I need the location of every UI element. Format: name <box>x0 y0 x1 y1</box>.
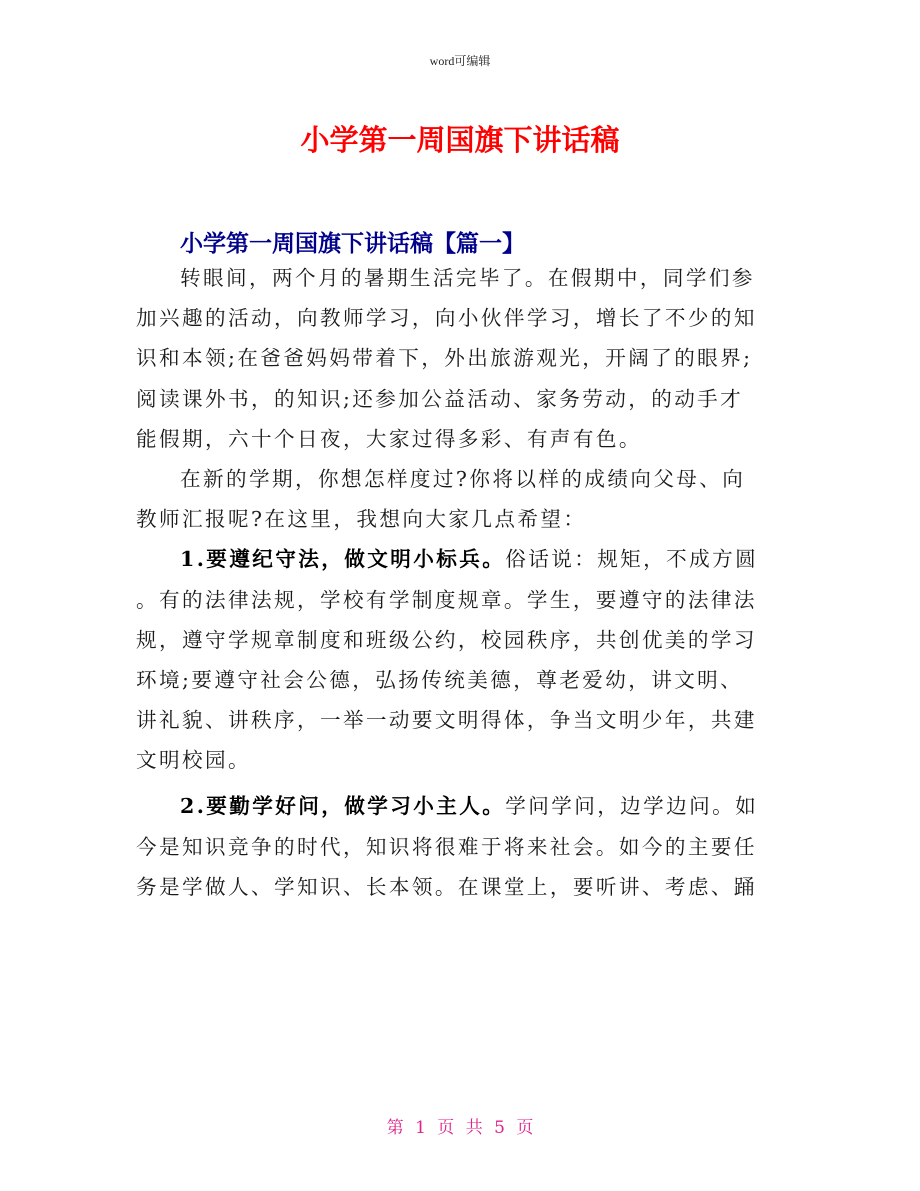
header-note: word可编辑 <box>429 54 491 68</box>
document-title: 小学第一周国旗下讲话稿 <box>300 123 620 157</box>
document-body <box>136 258 786 907</box>
paragraph-line: 环境;要遵守社会公德，弘扬传统美德，尊老爱幼，讲文明、 <box>136 667 744 692</box>
point-2-text: 学问学问，边学边问。如 <box>505 794 759 819</box>
paragraph-line: 在新的学期，你想怎样度过?你将以样的成绩向父母、向 <box>180 466 746 491</box>
paragraph-line: 讲礼貌、讲秩序，一举一动要文明得体，争当文明少年，共建 <box>136 708 757 733</box>
point-2-line <box>136 786 786 826</box>
paragraph-line: 教师汇报呢?在这里，我想向大家几点希望： <box>136 507 587 532</box>
paragraph-line: 务是学做人、学知识、长本领。在课堂上，要听讲、考虑、踊 <box>136 874 757 899</box>
point-1-heading: 1.要遵纪守法，做文明小标兵。 <box>180 547 506 572</box>
point-2-heading: 2.要勤学好问，做学习小主人。 <box>180 794 506 819</box>
paragraph-line: 能假期，六十个日夜，大家过得多彩、有声有色。 <box>136 426 642 451</box>
paragraph-line: 文明校园。 <box>136 748 251 773</box>
section-title: 小学第一周国旗下讲话稿【篇一】 <box>180 231 525 257</box>
paragraph-line: 阅读课外书，的知识;还参加公益活动、家务劳动，的动手才 <box>136 386 744 411</box>
paragraph-line: 。有的法律法规，学校有学制度规章。学生，要遵守的法律法 <box>136 587 757 612</box>
paragraph-line: 今是知识竞争的时代，知识将很难于将来社会。如今的主要任 <box>136 834 757 859</box>
paragraph-line: 识和本领;在爸爸妈妈带着下，外出旅游观光，开阔了的眼界; <box>136 346 753 371</box>
point-1-text: 俗话说：规矩，不成方圆 <box>505 547 759 572</box>
paragraph-line: 规，遵守学规章制度和班级公约，校园秩序，共创优美的学习 <box>136 627 757 652</box>
paragraph-line: 加兴趣的活动，向教师学习，向小伙伴学习，增长了不少的知 <box>136 306 757 331</box>
page-number: 第 1 页 共 5 页 <box>386 1118 534 1138</box>
point-1-line <box>136 539 786 579</box>
paragraph-line: 转眼间，两个月的暑期生活完毕了。在假期中，同学们参 <box>180 266 755 290</box>
